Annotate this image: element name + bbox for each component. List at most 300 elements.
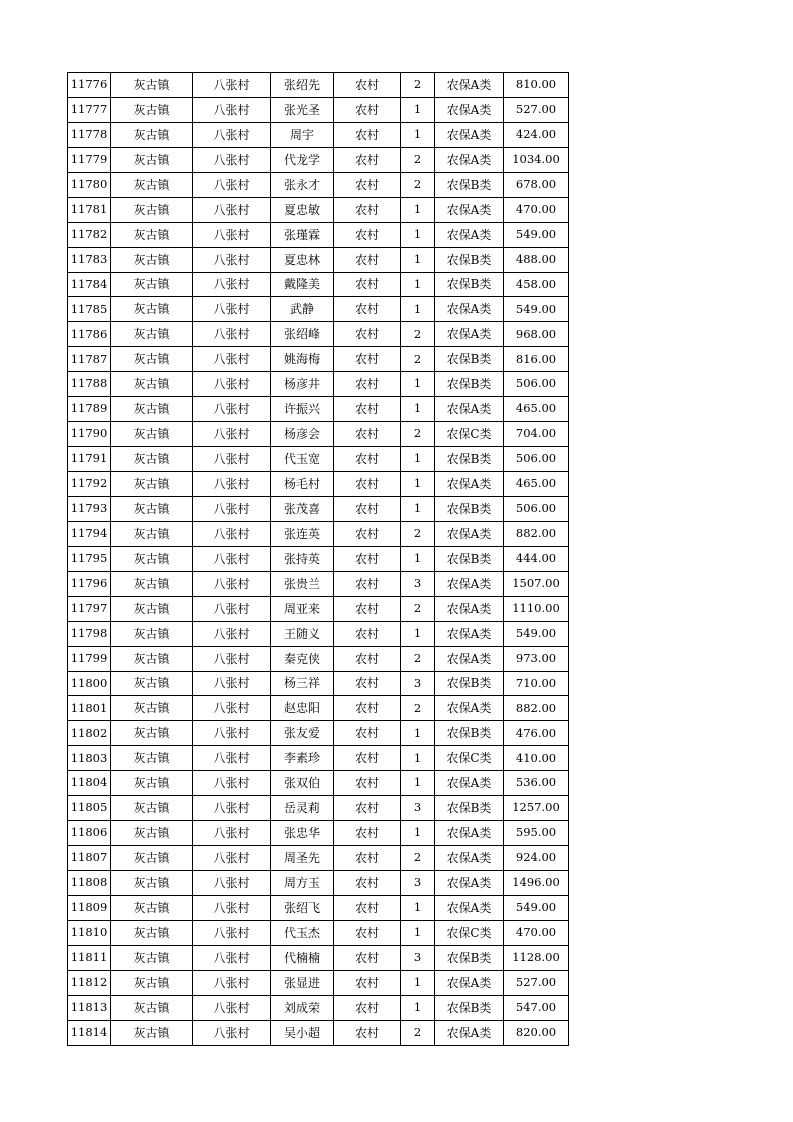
residence-type-cell: 农村 [334,297,401,322]
household-count-cell: 1 [401,546,435,571]
village-cell: 八张村 [193,347,271,372]
amount-cell: 549.00 [504,621,569,646]
village-cell: 八张村 [193,596,271,621]
table-row [68,796,569,821]
residence-type-cell: 农村 [334,472,401,497]
village-cell: 八张村 [193,746,271,771]
household-count-cell: 1 [401,746,435,771]
household-count-cell: 1 [401,621,435,646]
town-cell: 灰古镇 [111,172,193,197]
household-count-cell: 2 [401,596,435,621]
residence-type-cell: 农村 [334,596,401,621]
household-count-cell: 2 [401,73,435,98]
amount-cell: 678.00 [504,172,569,197]
amount-cell: 465.00 [504,397,569,422]
village-cell: 八张村 [193,1020,271,1045]
insurance-category-cell: 农保C类 [435,422,504,447]
household-count-cell: 2 [401,347,435,372]
table-row [68,945,569,970]
town-cell: 灰古镇 [111,73,193,98]
table-row [68,521,569,546]
village-cell: 八张村 [193,422,271,447]
table-row [68,172,569,197]
table-row [68,347,569,372]
record-id-cell: 11782 [68,222,111,247]
town-cell: 灰古镇 [111,122,193,147]
record-id-cell: 11792 [68,472,111,497]
village-cell: 八张村 [193,771,271,796]
residence-type-cell: 农村 [334,571,401,596]
records-table-body [68,73,569,1046]
village-cell: 八张村 [193,247,271,272]
town-cell: 灰古镇 [111,197,193,222]
household-count-cell: 1 [401,771,435,796]
person-name-cell: 代玉宽 [271,447,334,472]
household-count-cell: 1 [401,297,435,322]
amount-cell: 549.00 [504,297,569,322]
residence-type-cell: 农村 [334,347,401,372]
residence-type-cell: 农村 [334,447,401,472]
town-cell: 灰古镇 [111,546,193,571]
town-cell: 灰古镇 [111,771,193,796]
household-count-cell: 1 [401,197,435,222]
insurance-category-cell: 农保B类 [435,721,504,746]
record-id-cell: 11802 [68,721,111,746]
insurance-category-cell: 农保A类 [435,771,504,796]
town-cell: 灰古镇 [111,945,193,970]
town-cell: 灰古镇 [111,821,193,846]
amount-cell: 1110.00 [504,596,569,621]
town-cell: 灰古镇 [111,746,193,771]
amount-cell: 470.00 [504,920,569,945]
village-cell: 八张村 [193,496,271,521]
insurance-category-cell: 农保B类 [435,546,504,571]
record-id-cell: 11805 [68,796,111,821]
town-cell: 灰古镇 [111,447,193,472]
table-row [68,646,569,671]
amount-cell: 810.00 [504,73,569,98]
residence-type-cell: 农村 [334,696,401,721]
amount-cell: 506.00 [504,496,569,521]
amount-cell: 424.00 [504,122,569,147]
record-id-cell: 11788 [68,372,111,397]
record-id-cell: 11791 [68,447,111,472]
amount-cell: 924.00 [504,846,569,871]
village-cell: 八张村 [193,397,271,422]
residence-type-cell: 农村 [334,796,401,821]
amount-cell: 444.00 [504,546,569,571]
town-cell: 灰古镇 [111,671,193,696]
village-cell: 八张村 [193,546,271,571]
village-cell: 八张村 [193,222,271,247]
village-cell: 八张村 [193,995,271,1020]
insurance-category-cell: 农保A类 [435,646,504,671]
record-id-cell: 11789 [68,397,111,422]
insurance-category-cell: 农保A类 [435,621,504,646]
household-count-cell: 3 [401,671,435,696]
residence-type-cell: 农村 [334,172,401,197]
household-count-cell: 3 [401,945,435,970]
table-row [68,222,569,247]
town-cell: 灰古镇 [111,920,193,945]
record-id-cell: 11803 [68,746,111,771]
residence-type-cell: 农村 [334,945,401,970]
insurance-category-cell: 农保B类 [435,496,504,521]
village-cell: 八张村 [193,671,271,696]
residence-type-cell: 农村 [334,746,401,771]
residence-type-cell: 农村 [334,621,401,646]
residence-type-cell: 农村 [334,721,401,746]
person-name-cell: 杨彦井 [271,372,334,397]
amount-cell: 1496.00 [504,871,569,896]
table-row [68,970,569,995]
household-count-cell: 2 [401,422,435,447]
record-id-cell: 11808 [68,871,111,896]
insurance-category-cell: 农保B类 [435,172,504,197]
insurance-category-cell: 农保A类 [435,197,504,222]
person-name-cell: 周亚来 [271,596,334,621]
person-name-cell: 张绍峰 [271,322,334,347]
village-cell: 八张村 [193,871,271,896]
table-row [68,671,569,696]
record-id-cell: 11814 [68,1020,111,1045]
person-name-cell: 许振兴 [271,397,334,422]
village-cell: 八张村 [193,945,271,970]
table-row [68,920,569,945]
insurance-category-cell: 农保A类 [435,222,504,247]
record-id-cell: 11784 [68,272,111,297]
household-count-cell: 2 [401,521,435,546]
person-name-cell: 张绍先 [271,73,334,98]
insurance-category-cell: 农保A类 [435,871,504,896]
records-table [67,72,569,1046]
person-name-cell: 秦克侠 [271,646,334,671]
town-cell: 灰古镇 [111,496,193,521]
town-cell: 灰古镇 [111,1020,193,1045]
village-cell: 八张村 [193,846,271,871]
person-name-cell: 李素珍 [271,746,334,771]
person-name-cell: 张绍飞 [271,895,334,920]
table-row [68,771,569,796]
village-cell: 八张村 [193,297,271,322]
amount-cell: 1128.00 [504,945,569,970]
household-count-cell: 1 [401,97,435,122]
table-row [68,496,569,521]
table-row [68,147,569,172]
village-cell: 八张村 [193,272,271,297]
town-cell: 灰古镇 [111,721,193,746]
residence-type-cell: 农村 [334,521,401,546]
table-row [68,721,569,746]
household-count-cell: 1 [401,721,435,746]
record-id-cell: 11778 [68,122,111,147]
household-count-cell: 1 [401,447,435,472]
insurance-category-cell: 农保A类 [435,596,504,621]
household-count-cell: 1 [401,821,435,846]
person-name-cell: 代龙学 [271,147,334,172]
insurance-category-cell: 农保B类 [435,272,504,297]
household-count-cell: 2 [401,1020,435,1045]
amount-cell: 527.00 [504,970,569,995]
town-cell: 灰古镇 [111,472,193,497]
insurance-category-cell: 农保A类 [435,397,504,422]
household-count-cell: 1 [401,920,435,945]
table-row [68,1020,569,1045]
table-row [68,596,569,621]
insurance-category-cell: 农保B类 [435,945,504,970]
village-cell: 八张村 [193,621,271,646]
record-id-cell: 11785 [68,297,111,322]
amount-cell: 882.00 [504,696,569,721]
record-id-cell: 11781 [68,197,111,222]
town-cell: 灰古镇 [111,970,193,995]
town-cell: 灰古镇 [111,796,193,821]
amount-cell: 549.00 [504,895,569,920]
household-count-cell: 3 [401,571,435,596]
record-id-cell: 11804 [68,771,111,796]
amount-cell: 506.00 [504,447,569,472]
town-cell: 灰古镇 [111,846,193,871]
town-cell: 灰古镇 [111,247,193,272]
town-cell: 灰古镇 [111,222,193,247]
household-count-cell: 1 [401,247,435,272]
insurance-category-cell: 农保B类 [435,347,504,372]
insurance-category-cell: 农保A类 [435,97,504,122]
village-cell: 八张村 [193,322,271,347]
record-id-cell: 11799 [68,646,111,671]
residence-type-cell: 农村 [334,846,401,871]
table-row [68,272,569,297]
amount-cell: 968.00 [504,322,569,347]
amount-cell: 549.00 [504,222,569,247]
table-row [68,846,569,871]
insurance-category-cell: 农保A类 [435,970,504,995]
village-cell: 八张村 [193,172,271,197]
insurance-category-cell: 农保B类 [435,247,504,272]
residence-type-cell: 农村 [334,73,401,98]
town-cell: 灰古镇 [111,147,193,172]
table-row [68,197,569,222]
person-name-cell: 戴隆美 [271,272,334,297]
amount-cell: 704.00 [504,422,569,447]
amount-cell: 710.00 [504,671,569,696]
person-name-cell: 张双伯 [271,771,334,796]
person-name-cell: 代玉杰 [271,920,334,945]
insurance-category-cell: 农保A类 [435,821,504,846]
table-row [68,297,569,322]
household-count-cell: 1 [401,122,435,147]
record-id-cell: 11800 [68,671,111,696]
amount-cell: 1257.00 [504,796,569,821]
town-cell: 灰古镇 [111,372,193,397]
residence-type-cell: 农村 [334,920,401,945]
insurance-category-cell: 农保B类 [435,671,504,696]
record-id-cell: 11777 [68,97,111,122]
insurance-category-cell: 农保A类 [435,147,504,172]
residence-type-cell: 农村 [334,970,401,995]
record-id-cell: 11776 [68,73,111,98]
amount-cell: 527.00 [504,97,569,122]
household-count-cell: 2 [401,322,435,347]
town-cell: 灰古镇 [111,397,193,422]
town-cell: 灰古镇 [111,97,193,122]
household-count-cell: 2 [401,646,435,671]
household-count-cell: 1 [401,895,435,920]
record-id-cell: 11809 [68,895,111,920]
household-count-cell: 2 [401,147,435,172]
person-name-cell: 张持英 [271,546,334,571]
village-cell: 八张村 [193,147,271,172]
town-cell: 灰古镇 [111,995,193,1020]
household-count-cell: 3 [401,796,435,821]
household-count-cell: 2 [401,172,435,197]
record-id-cell: 11787 [68,347,111,372]
insurance-category-cell: 农保B类 [435,995,504,1020]
household-count-cell: 1 [401,397,435,422]
insurance-category-cell: 农保A类 [435,73,504,98]
residence-type-cell: 农村 [334,771,401,796]
residence-type-cell: 农村 [334,147,401,172]
insurance-category-cell: 农保A类 [435,521,504,546]
village-cell: 八张村 [193,97,271,122]
person-name-cell: 张茂喜 [271,496,334,521]
person-name-cell: 夏忠敏 [271,197,334,222]
amount-cell: 1034.00 [504,147,569,172]
town-cell: 灰古镇 [111,596,193,621]
residence-type-cell: 农村 [334,496,401,521]
residence-type-cell: 农村 [334,821,401,846]
record-id-cell: 11813 [68,995,111,1020]
table-row [68,696,569,721]
town-cell: 灰古镇 [111,297,193,322]
insurance-category-cell: 农保A类 [435,472,504,497]
amount-cell: 882.00 [504,521,569,546]
insurance-category-cell: 农保A类 [435,297,504,322]
table-row [68,895,569,920]
person-name-cell: 杨彦会 [271,422,334,447]
household-count-cell: 1 [401,995,435,1020]
insurance-category-cell: 农保A类 [435,846,504,871]
person-name-cell: 代楠楠 [271,945,334,970]
town-cell: 灰古镇 [111,571,193,596]
insurance-category-cell: 农保A类 [435,322,504,347]
table-row [68,97,569,122]
residence-type-cell: 农村 [334,546,401,571]
village-cell: 八张村 [193,372,271,397]
amount-cell: 476.00 [504,721,569,746]
person-name-cell: 张贵兰 [271,571,334,596]
record-id-cell: 11779 [68,147,111,172]
residence-type-cell: 农村 [334,372,401,397]
insurance-category-cell: 农保A类 [435,696,504,721]
record-id-cell: 11793 [68,496,111,521]
residence-type-cell: 农村 [334,272,401,297]
table-row [68,447,569,472]
table-row [68,322,569,347]
residence-type-cell: 农村 [334,247,401,272]
insurance-category-cell: 农保C类 [435,920,504,945]
village-cell: 八张村 [193,197,271,222]
village-cell: 八张村 [193,122,271,147]
record-id-cell: 11812 [68,970,111,995]
household-count-cell: 1 [401,472,435,497]
amount-cell: 458.00 [504,272,569,297]
person-name-cell: 刘成荣 [271,995,334,1020]
residence-type-cell: 农村 [334,322,401,347]
residence-type-cell: 农村 [334,895,401,920]
residence-type-cell: 农村 [334,222,401,247]
amount-cell: 1507.00 [504,571,569,596]
amount-cell: 465.00 [504,472,569,497]
amount-cell: 595.00 [504,821,569,846]
person-name-cell: 张连英 [271,521,334,546]
town-cell: 灰古镇 [111,696,193,721]
insurance-category-cell: 农保B类 [435,796,504,821]
person-name-cell: 王随义 [271,621,334,646]
person-name-cell: 张友爱 [271,721,334,746]
amount-cell: 506.00 [504,372,569,397]
residence-type-cell: 农村 [334,122,401,147]
record-id-cell: 11811 [68,945,111,970]
record-id-cell: 11790 [68,422,111,447]
person-name-cell: 张忠华 [271,821,334,846]
record-id-cell: 11796 [68,571,111,596]
table-row [68,821,569,846]
residence-type-cell: 农村 [334,397,401,422]
record-id-cell: 11798 [68,621,111,646]
person-name-cell: 杨毛村 [271,472,334,497]
person-name-cell: 张瑾霖 [271,222,334,247]
record-id-cell: 11780 [68,172,111,197]
person-name-cell: 夏忠林 [271,247,334,272]
person-name-cell: 赵忠阳 [271,696,334,721]
village-cell: 八张村 [193,796,271,821]
table-row [68,621,569,646]
village-cell: 八张村 [193,821,271,846]
amount-cell: 410.00 [504,746,569,771]
record-id-cell: 11794 [68,521,111,546]
person-name-cell: 岳灵莉 [271,796,334,821]
town-cell: 灰古镇 [111,422,193,447]
record-id-cell: 11806 [68,821,111,846]
amount-cell: 973.00 [504,646,569,671]
insurance-category-cell: 农保A类 [435,122,504,147]
village-cell: 八张村 [193,920,271,945]
household-count-cell: 1 [401,970,435,995]
record-id-cell: 11807 [68,846,111,871]
record-id-cell: 11783 [68,247,111,272]
village-cell: 八张村 [193,895,271,920]
amount-cell: 536.00 [504,771,569,796]
insurance-category-cell: 农保A类 [435,571,504,596]
record-id-cell: 11810 [68,920,111,945]
insurance-category-cell: 农保B类 [435,372,504,397]
person-name-cell: 周方玉 [271,871,334,896]
household-count-cell: 1 [401,496,435,521]
town-cell: 灰古镇 [111,322,193,347]
residence-type-cell: 农村 [334,197,401,222]
town-cell: 灰古镇 [111,646,193,671]
village-cell: 八张村 [193,696,271,721]
table-row [68,472,569,497]
town-cell: 灰古镇 [111,347,193,372]
village-cell: 八张村 [193,571,271,596]
record-id-cell: 11795 [68,546,111,571]
town-cell: 灰古镇 [111,621,193,646]
village-cell: 八张村 [193,472,271,497]
amount-cell: 488.00 [504,247,569,272]
table-row [68,372,569,397]
